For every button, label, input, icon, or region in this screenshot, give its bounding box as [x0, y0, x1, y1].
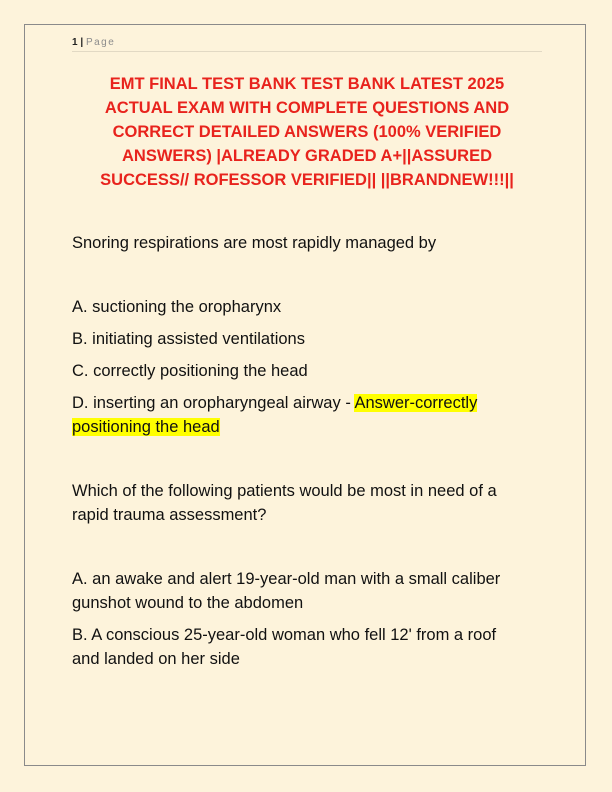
- page-number: 1: [72, 37, 78, 48]
- question-2-option-b: [72, 623, 542, 671]
- page-separator: |: [80, 37, 84, 48]
- question-2-text: [72, 479, 542, 527]
- question-2-option-b-line: and landed on her side: [72, 650, 240, 668]
- page-header: [72, 36, 542, 52]
- question-1-option-a: A. suctioning the oropharynx: [72, 298, 282, 316]
- question-2-option-a-line: gunshot wound to the abdomen: [72, 594, 304, 612]
- question-1-option-d: [72, 391, 542, 439]
- title-line: ACTUAL EXAM WITH COMPLETE QUESTIONS AND: [104, 99, 510, 117]
- title-line: ANSWERS) |ALREADY GRADED A+||ASSURED: [121, 147, 492, 165]
- title-line: EMT FINAL TEST BANK TEST BANK LATEST 2025: [109, 75, 505, 93]
- question-1-answer: Answer-correctly: [354, 394, 478, 412]
- question-2-option-a-line: A. an awake and alert 19-year-old man with a small caliber: [72, 570, 501, 588]
- question-2-text-line: Which of the following patients would be most in need of a: [72, 482, 497, 500]
- title-line: SUCCESS// ROFESSOR VERIFIED|| ||BRANDNEW!!!||: [100, 171, 514, 189]
- question-2-text-line: rapid trauma assessment?: [72, 506, 267, 524]
- question-1-option-b: B. initiating assisted ventilations: [72, 330, 305, 348]
- question-2-option-a: [72, 567, 542, 615]
- page-label: Page: [85, 37, 116, 48]
- question-1-option-d-text: D. inserting an oropharyngeal airway -: [72, 394, 355, 412]
- question-1-text: Snoring respirations are most rapidly managed by: [72, 234, 437, 252]
- question-2-option-b-line: B. A conscious 25-year-old woman who fell 12' from a roof: [72, 626, 497, 644]
- question-1-option-c: C. correctly positioning the head: [72, 362, 308, 380]
- document-title: [72, 72, 542, 192]
- title-line: CORRECT DETAILED ANSWERS (100% VERIFIED: [112, 123, 502, 141]
- question-1-answer-cont: positioning the head: [72, 418, 220, 436]
